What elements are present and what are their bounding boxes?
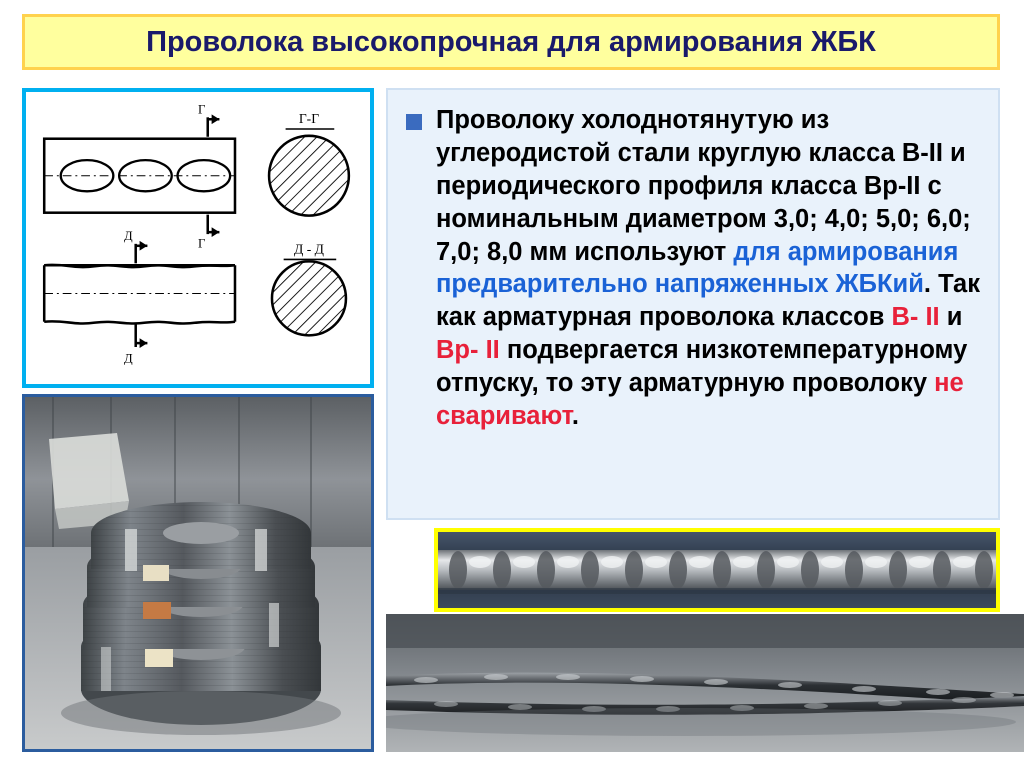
body-text-segment-2: . Так как арматурная проволока классов — [436, 270, 980, 332]
coil-photo — [22, 394, 374, 752]
label-section-d-top: Д — [124, 228, 133, 243]
profile-closeup-image — [438, 532, 996, 608]
body-text-segment-8: . — [571, 402, 579, 431]
rebar-photo-image — [386, 614, 1024, 767]
body-text-segment-0: Проволоку холоднотянутую из углеродистой стали круглую класса В-II и периодического профиля класса Вр-II с номинальным диаметром 3,0; 4,0; 5,0; 6,0; 7,0; 8,0 мм используют — [436, 106, 971, 266]
rebar-photo — [386, 614, 1024, 767]
body-text-segment-4: и — [939, 303, 963, 332]
body-text-segment-1: для армирования предварительно напряженных ЖБКий — [436, 237, 959, 299]
body-text-segment-5: Вр- II — [436, 336, 500, 365]
label-view-g-g: Г-Г — [298, 111, 320, 127]
body-text-panel — [386, 88, 1000, 520]
label-section-g-bottom: Г — [198, 236, 206, 251]
label-section-d-bottom: Д — [124, 351, 133, 366]
footer-band — [0, 752, 1024, 767]
bullet-item — [406, 104, 982, 433]
page-title: Проволока высокопрочная для армирования ЖБК — [146, 25, 876, 58]
body-text-segment-3: В- II — [891, 303, 940, 332]
profile-closeup-photo — [434, 528, 1000, 612]
label-view-d-d: Д - Д — [294, 241, 324, 257]
schematic-diagram-panel — [22, 88, 374, 388]
body-paragraph — [436, 104, 982, 433]
slide-title-bar — [22, 14, 1000, 70]
body-text-segment-7: не сваривают — [436, 369, 964, 431]
square-bullet-icon — [406, 114, 422, 130]
body-text-segment-6: подвергается низкотемпературному отпуску, то эту арматурную проволоку — [436, 336, 968, 398]
label-section-g-top: Г — [198, 102, 206, 117]
coil-photo-image — [25, 397, 371, 749]
schematic-diagram — [26, 92, 370, 384]
